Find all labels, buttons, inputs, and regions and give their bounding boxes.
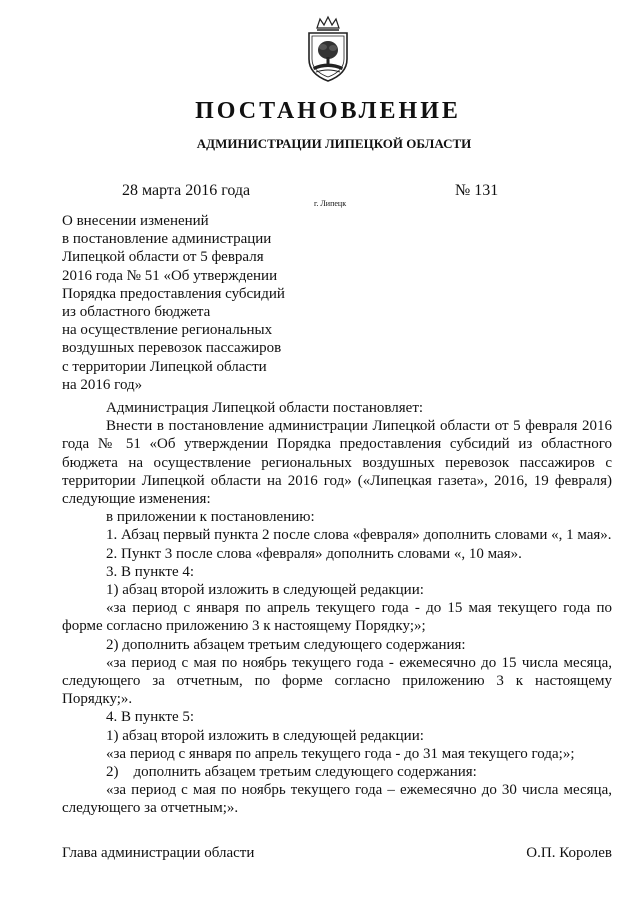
body-paragraph: 3. В пункте 4: — [106, 563, 195, 580]
lipetsk-coat-of-arms-icon — [304, 14, 352, 84]
document-number: № 131 — [455, 182, 499, 199]
body-paragraph: 2) дополнить абзацем третьим следующего содержания: — [106, 764, 477, 781]
body-paragraph: Администрация Липецкой области постановляет: — [106, 400, 424, 416]
body-paragraph: «за период с января по апрель текущего года - до 31 мая текущего года;»; — [106, 745, 575, 762]
heading-line: Липецкой области от 5 февраля — [62, 249, 264, 266]
heading-line: на осуществление региональных — [62, 322, 273, 339]
body-paragraph: Внести в постановление администрации Липецкой области от 5 февраля 2016 года № 51 «Об утверждении Порядка предоставления субсидий из областного бюджета на осуществление региональных воздушных перевозок пассажиров с территории Липецкой области на 2016 год» («Липецкая газета», 2016, 19 февраля) следующие изменения: — [62, 418, 612, 508]
body-paragraph: 2) дополнить абзацем третьим следующего содержания: — [106, 636, 466, 653]
document-heading — [62, 212, 322, 394]
body-paragraph: 4. В пункте 5: — [106, 709, 195, 726]
document-subtitle: АДМИНИСТРАЦИИ ЛИПЕЦКОЙ ОБЛАСТИ — [196, 136, 472, 151]
heading-line: воздушных перевозок пассажиров — [62, 340, 282, 357]
document-body — [62, 399, 612, 818]
heading-line: на 2016 год» — [62, 376, 143, 393]
document-title: ПОСТАНОВЛЕНИЕ — [195, 98, 461, 124]
heading-line: из областного бюджета — [62, 304, 211, 321]
heading-line: 2016 года № 51 «Об утверждении — [62, 267, 278, 284]
document-city: г. Липецк — [314, 199, 347, 208]
body-paragraph: 1. Абзац первый пункта 2 после слова «февраля» дополнить словами «, 1 мая». — [106, 527, 612, 544]
heading-line: Порядка предоставления субсидий — [62, 285, 285, 302]
body-paragraph: 2. Пункт 3 после слова «февраля» дополнить словами «, 10 мая». — [106, 545, 522, 562]
signature-position: Глава администрации области — [62, 845, 255, 861]
body-paragraph: «за период с января по апрель текущего года - до 15 мая текущего года по форме согласно приложению 3 к настоящему Порядку;»; — [62, 600, 612, 635]
signature-name: О.П. Королев — [526, 845, 612, 861]
heading-line: с территории Липецкой области — [62, 358, 267, 375]
body-paragraph: 1) абзац второй изложить в следующей редакции: — [106, 727, 424, 744]
body-paragraph: «за период с мая по ноябрь текущего года – ежемесячно до 30 числа месяца, следующего за отчетным;». — [62, 782, 612, 817]
heading-line: О внесении изменений — [62, 213, 209, 229]
body-paragraph: в приложении к постановлению: — [106, 509, 315, 526]
body-paragraph: 1) абзац второй изложить в следующей редакции: — [106, 582, 424, 599]
document-date: 28 марта 2016 года — [122, 182, 251, 199]
heading-line: в постановление администрации — [62, 231, 272, 248]
body-paragraph: «за период с мая по ноябрь текущего года - ежемесячно до 15 числа месяца, следующего за отчетным, по форме согласно приложению 3 к настоящему Порядку;». — [62, 654, 612, 708]
